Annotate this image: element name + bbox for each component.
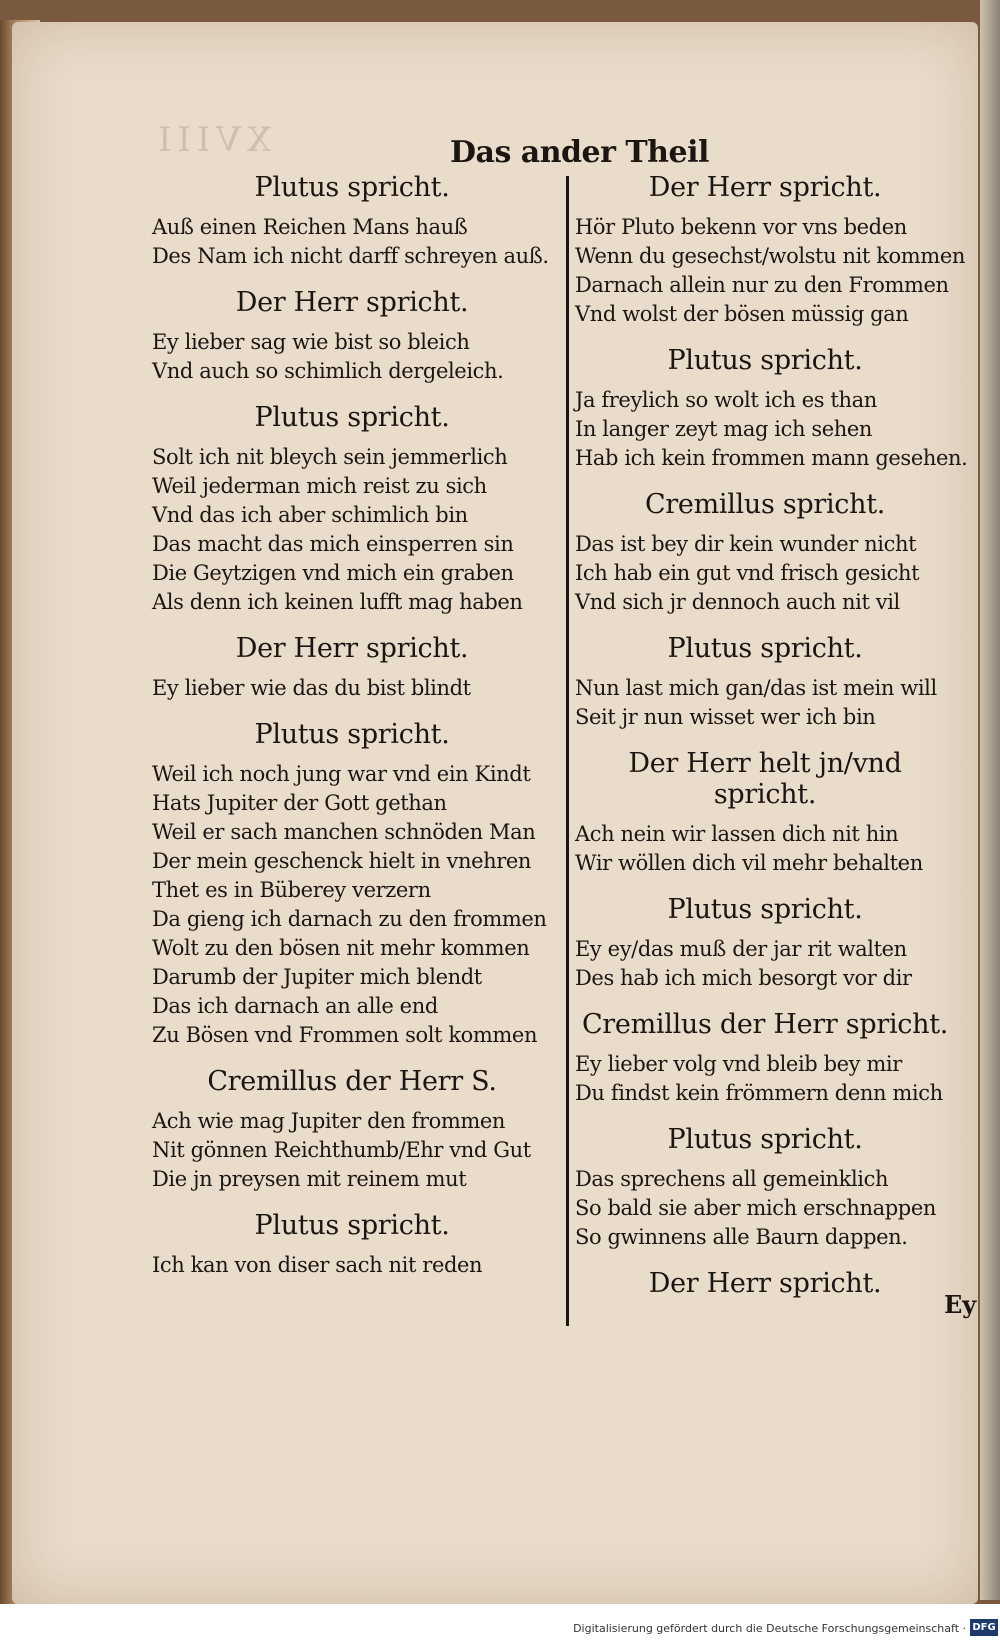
speech-block	[575, 345, 968, 473]
speaker-heading: Der Herr spricht.	[648, 172, 882, 203]
verse-line: Des hab ich mich besorgt vor dir	[575, 966, 912, 990]
verse-line: Das ich darnach an alle end	[152, 994, 438, 1018]
speaker-heading: Der Herr spricht.	[235, 287, 469, 318]
verse-line: Der mein geschenck hielt in vnehren	[152, 849, 532, 873]
verse-line: In langer zeyt mag ich sehen	[575, 417, 873, 441]
verse-line: Ey lieber volg vnd bleib bey mir	[575, 1052, 902, 1076]
dfg-logo: DFG	[970, 1619, 998, 1636]
speaker-heading: Plutus spricht.	[254, 719, 450, 750]
speech-block	[575, 1268, 955, 1299]
speech-block	[575, 172, 965, 329]
verse-line: Hör Pluto bekenn vor vns beden	[575, 215, 907, 239]
verse-line: Ach wie mag Jupiter den frommen	[152, 1109, 506, 1133]
verse-line: Wolt zu den bösen nit mehr kommen	[152, 936, 530, 960]
speech-block	[152, 1066, 552, 1194]
speaker-heading: Cremillus der Herr S.	[207, 1066, 497, 1097]
verse-line: Du findst kein frömmern denn mich	[575, 1081, 943, 1105]
left-column	[152, 172, 552, 1296]
speaker-heading: Plutus spricht.	[667, 633, 863, 664]
verse-line: Das ist bey dir kein wunder nicht	[575, 532, 917, 556]
verse-line: Da gieng ich darnach zu den frommen	[152, 907, 547, 931]
verse-line: Nit gönnen Reichthumb/Ehr vnd Gut	[152, 1138, 531, 1162]
verse-line: Solt ich nit bleych sein jemmerlich	[152, 445, 508, 469]
speaker-heading: Plutus spricht.	[667, 345, 863, 376]
running-head: Das ander Theil	[450, 135, 709, 170]
speaker-heading: Plutus spricht.	[254, 172, 450, 203]
verse-line: Weil jederman mich reist zu sich	[152, 474, 487, 498]
verse-line: Ich kan von diser sach nit reden	[152, 1253, 483, 1277]
speech-block	[575, 1124, 955, 1252]
verse-line: Hats Jupiter der Gott gethan	[152, 791, 447, 815]
verse-line: Thet es in Büberey verzern	[152, 878, 431, 902]
verse-line: Seit jr nun wisset wer ich bin	[575, 705, 876, 729]
verse-line: Die jn preysen mit reinem mut	[152, 1167, 467, 1191]
speech-block	[575, 633, 955, 732]
verse-line: Vnd auch so schimlich dergeleich.	[152, 359, 504, 383]
verse-line: Des Nam ich nicht darff schreyen auß.	[152, 244, 549, 268]
verse-line: Ja freylich so wolt ich es than	[575, 388, 877, 412]
verse-line: Ach nein wir lassen dich nit hin	[575, 822, 899, 846]
verse-line: Weil ich noch jung war vnd ein Kindt	[152, 762, 531, 786]
column-rule	[566, 176, 569, 1326]
verse-line: Das macht das mich einsperren sin	[152, 532, 514, 556]
verse-line: Nun last mich gan/das ist mein will	[575, 676, 937, 700]
signature-show-through: XVIII	[152, 120, 272, 160]
verse-line: Die Geytzigen vnd mich ein graben	[152, 561, 514, 585]
verse-line: Als denn ich keinen lufft mag haben	[152, 590, 523, 614]
verse-line: Darumb der Jupiter mich blendt	[152, 965, 482, 989]
speech-block	[152, 1210, 552, 1280]
speaker-heading: Plutus spricht.	[667, 894, 863, 925]
speaker-heading: Plutus spricht.	[254, 1210, 450, 1241]
verse-line: Ey lieber sag wie bist so bleich	[152, 330, 470, 354]
speaker-heading: Der Herr helt jn/vnd spricht.	[628, 748, 902, 810]
speech-block	[152, 633, 552, 703]
speaker-heading: Plutus spricht.	[254, 402, 450, 433]
verse-line: Ey ey/das muß der jar rit walten	[575, 937, 907, 961]
catchword: Ey	[944, 1290, 977, 1319]
verse-line: Wenn du gesechst/wolstu nit kommen	[575, 244, 965, 268]
verse-line: Ich hab ein gut vnd frisch gesicht	[575, 561, 920, 585]
speech-block	[152, 287, 552, 386]
verse-line: Zu Bösen vnd Frommen solt kommen	[152, 1023, 538, 1047]
speech-block	[152, 172, 552, 271]
speaker-heading: Plutus spricht.	[667, 1124, 863, 1155]
speaker-heading: Cremillus spricht.	[644, 489, 886, 520]
verse-line: Weil er sach manchen schnöden Man	[152, 820, 536, 844]
speech-block	[575, 894, 955, 993]
verse-line: Das sprechens all gemeinklich	[575, 1167, 889, 1191]
verse-line: Auß einen Reichen Mans hauß	[152, 215, 468, 239]
verse-line: So gwinnens alle Baurn dappen.	[575, 1225, 908, 1249]
speech-block	[575, 1009, 955, 1108]
verse-line: Ey lieber wie das du bist blindt	[152, 676, 471, 700]
verse-line: Vnd sich jr dennoch auch nit vil	[575, 590, 900, 614]
speaker-heading: Cremillus der Herr spricht.	[581, 1009, 949, 1040]
speaker-heading: Der Herr spricht.	[648, 1268, 882, 1299]
speech-block	[575, 489, 955, 617]
speech-block	[575, 748, 955, 878]
book-edge-right	[980, 0, 1000, 1600]
funding-credit: Digitalisierung gefördert durch die Deutsche Forschungsgemeinschaft ·	[573, 1622, 966, 1635]
verse-line: Vnd wolst der bösen müssig gan	[575, 302, 909, 326]
speech-block	[152, 402, 552, 617]
verse-line: Vnd das ich aber schimlich bin	[152, 503, 468, 527]
verse-line: Darnach allein nur zu den Frommen	[575, 273, 949, 297]
verse-line: So bald sie aber mich erschnappen	[575, 1196, 937, 1220]
speech-block	[152, 719, 552, 1050]
speaker-heading: Der Herr spricht.	[235, 633, 469, 664]
right-column	[575, 172, 968, 1315]
verse-line: Wir wöllen dich vil mehr behalten	[575, 851, 923, 875]
verse-line: Hab ich kein frommen mann gesehen.	[575, 446, 968, 470]
